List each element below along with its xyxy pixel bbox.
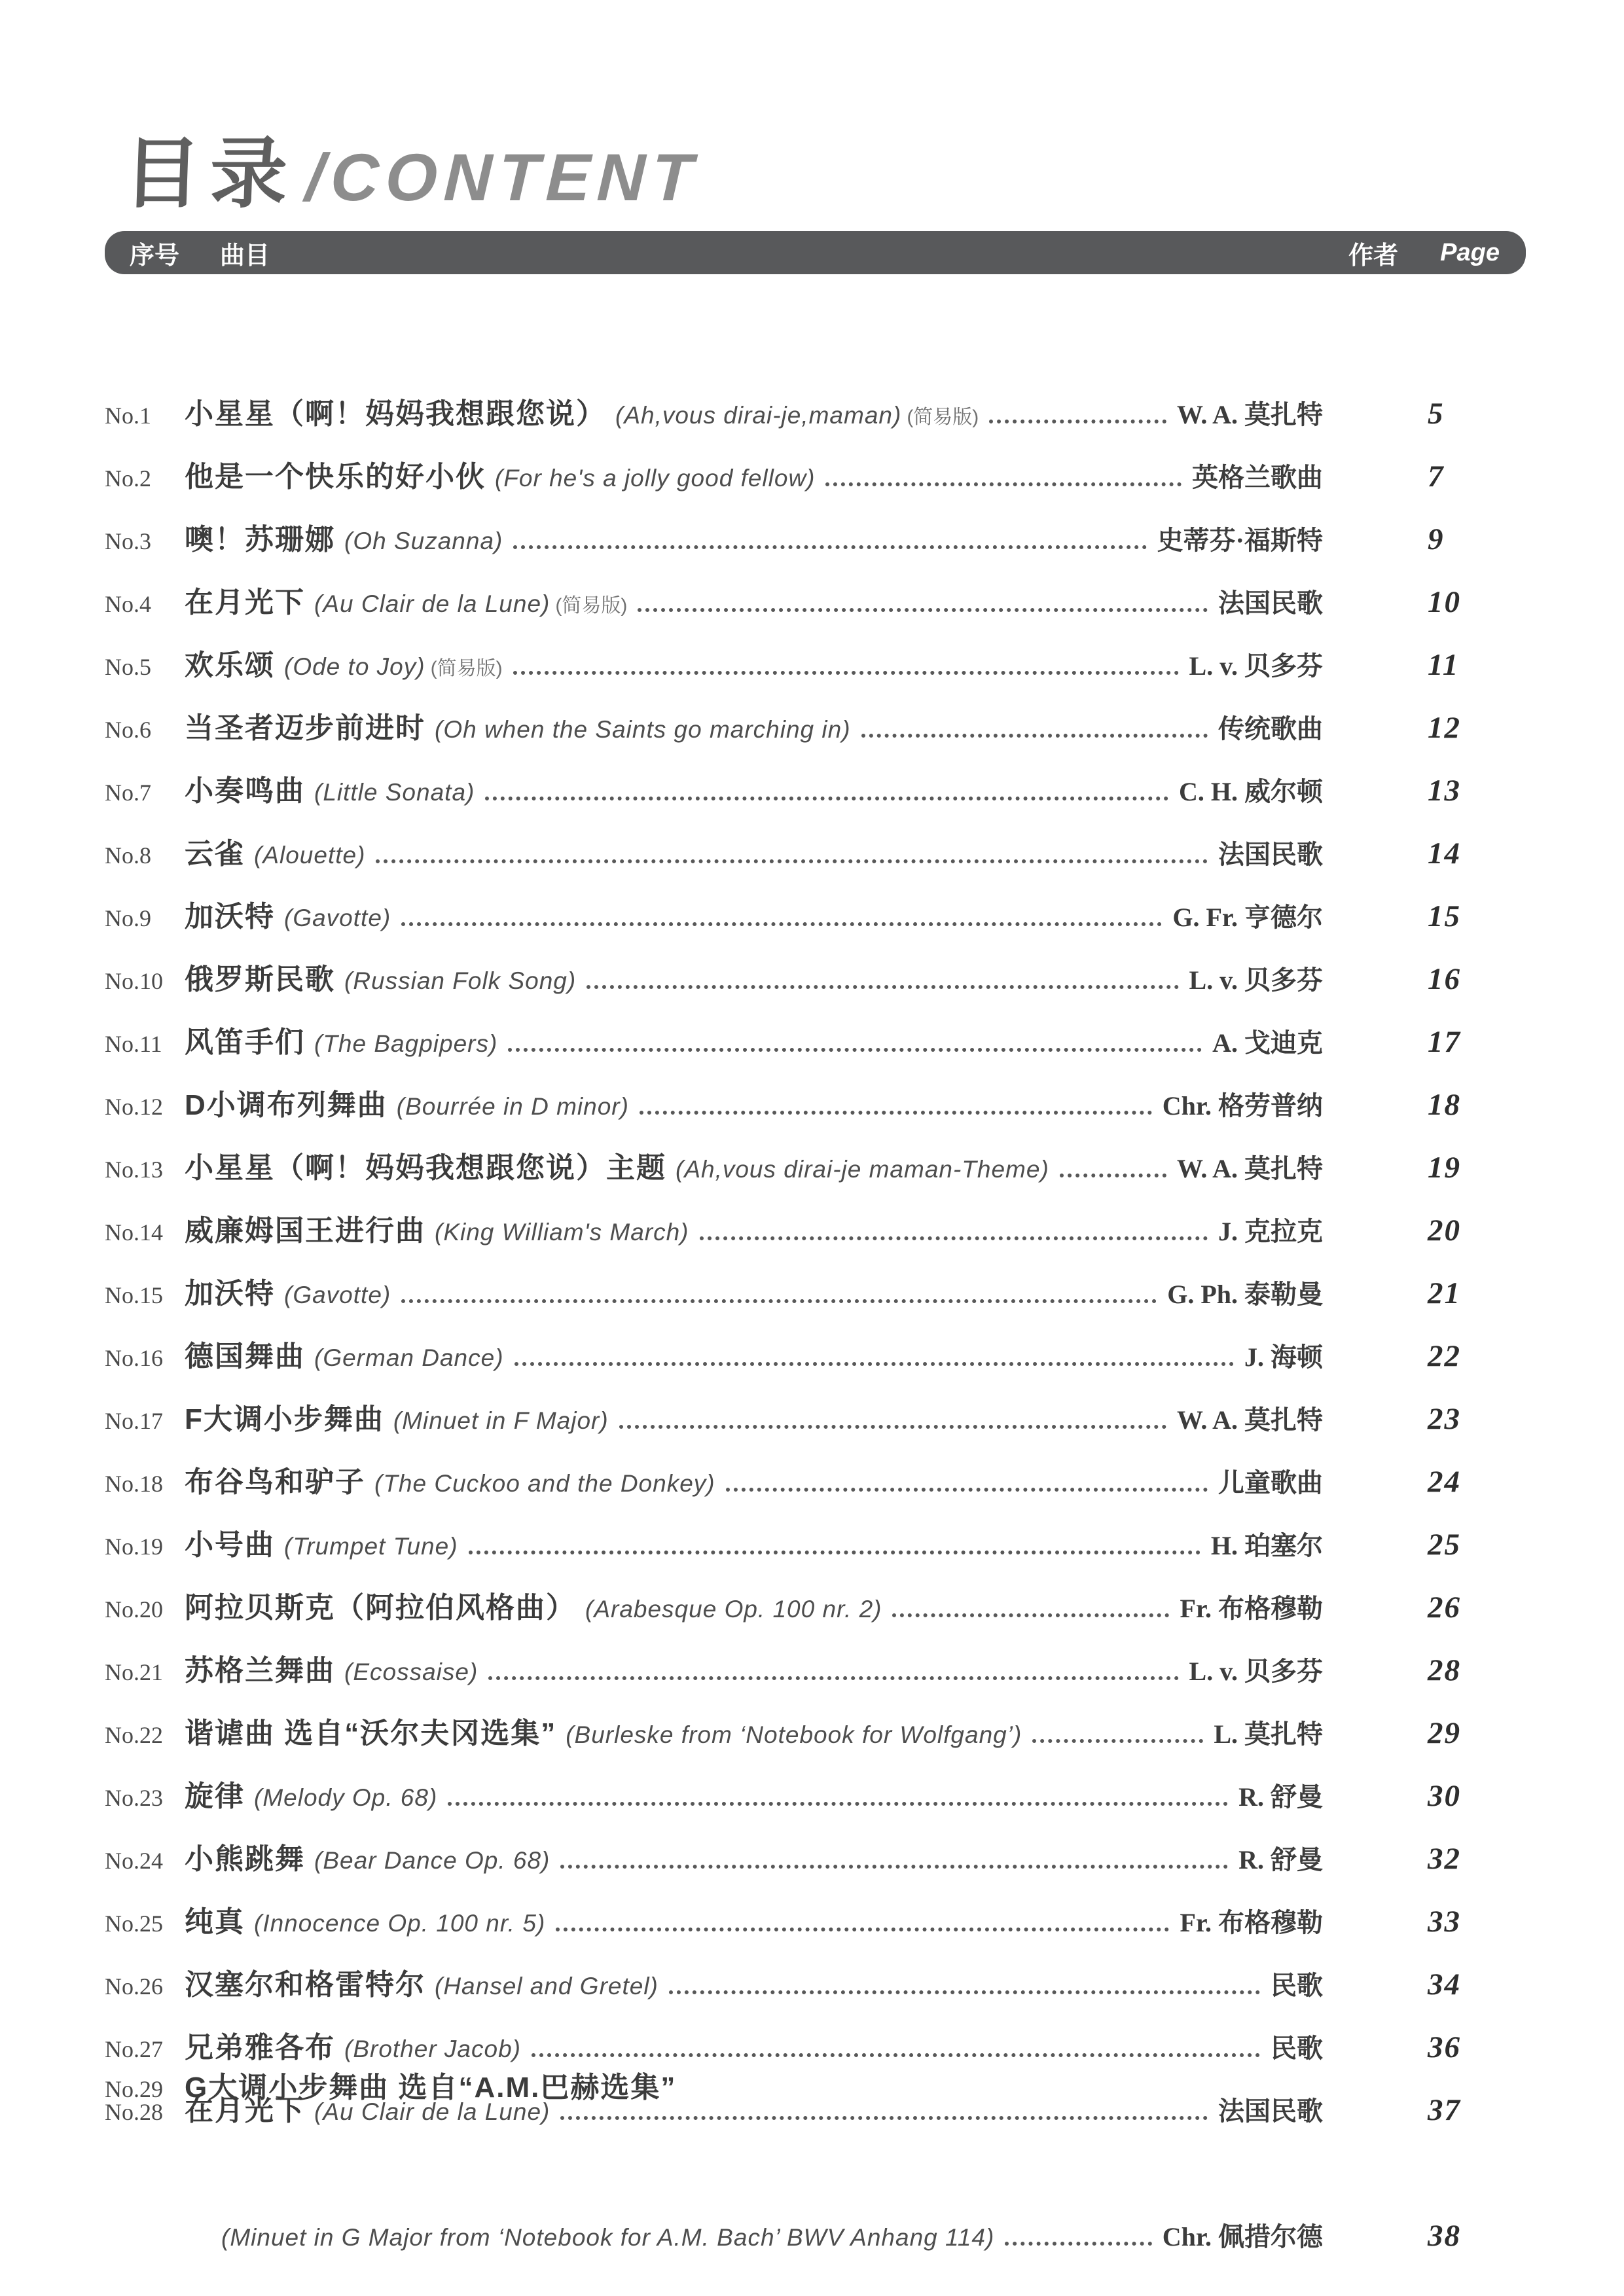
dot-leader [514, 1362, 1234, 1366]
page-number: 24 [1428, 1465, 1461, 1499]
edition-note: (简易版) [555, 595, 628, 617]
page-number: 33 [1428, 1905, 1461, 1939]
title-en: (Trumpet Tune) [284, 1533, 458, 1560]
page-title-en: /CONTENT [304, 139, 700, 215]
author: L. v. 贝多芬 [1189, 1657, 1323, 1686]
page-number: 11 [1428, 648, 1460, 682]
page-number: 37 [1428, 2093, 1461, 2127]
title-zh: 阿拉贝斯克（阿拉伯风格曲） [185, 1592, 576, 1624]
title-zh: 旋律 [185, 1780, 245, 1812]
title-en: (Ecossaise) [344, 1659, 478, 1685]
author: 儿童歌曲 [1218, 1468, 1323, 1498]
dot-leader [448, 1802, 1228, 1806]
page-number: 17 [1428, 1025, 1461, 1059]
author: G. Ph. 泰勒曼 [1167, 1280, 1323, 1309]
page-number: 18 [1428, 1088, 1461, 1122]
title-en: (Ah,vous dirai-je maman-Theme) [676, 1156, 1049, 1183]
author: Fr. 布格穆勒 [1180, 1908, 1323, 1937]
row-number: No.12 [105, 1094, 163, 1120]
title-en: (The Cuckoo and the Donkey) [374, 1470, 715, 1497]
title-en: (Little Sonata) [314, 779, 475, 806]
title-en: (Au Clair de la Lune) [314, 590, 550, 617]
title-en: (Arabesque Op. 100 nr. 2) [585, 1596, 882, 1623]
title-zh: F大调小步舞曲 [185, 1403, 384, 1435]
dot-leader [640, 1111, 1152, 1115]
row-number: No.8 [105, 842, 151, 869]
page-number: 20 [1428, 1213, 1461, 1247]
author: J. 海顿 [1244, 1342, 1323, 1372]
row-number: No.16 [105, 1345, 163, 1371]
author: R. 舒曼 [1238, 1845, 1323, 1874]
page-number: 36 [1428, 2030, 1461, 2064]
edition-note: (简易版) [907, 406, 979, 428]
dot-leader [638, 608, 1208, 612]
title-en: (Gavotte) [284, 905, 391, 931]
title-zh: 他是一个快乐的好小伙 [185, 461, 486, 493]
page-number: 34 [1428, 1967, 1461, 2001]
dot-leader [619, 1425, 1166, 1429]
row-number: No.25 [105, 1910, 163, 1937]
author: L. v. 贝多芬 [1189, 651, 1323, 681]
author: 民歌 [1271, 1971, 1323, 2000]
page-number: 9 [1428, 522, 1445, 556]
row-number: No.14 [105, 1219, 163, 1246]
dot-leader [513, 671, 1179, 675]
row-number: No.7 [105, 780, 151, 806]
dot-leader [376, 859, 1208, 863]
title-zh: 在月光下 [185, 586, 305, 619]
title-en: (Melody Op. 68) [254, 1784, 438, 1811]
page-title-zh: 目录 [122, 131, 298, 217]
title-en: (Hansel and Gretel) [435, 1973, 659, 2000]
page-number: 25 [1428, 1528, 1461, 1562]
dot-leader [556, 1928, 1169, 1931]
column-header-author: 作者 [1348, 242, 1399, 270]
author: L. 莫扎特 [1214, 1719, 1323, 1749]
row-number: No.11 [105, 1031, 162, 1057]
toc-row [105, 304, 1526, 431]
title-en: (Bourrée in D minor) [396, 1093, 629, 1120]
row-number: No.6 [105, 717, 151, 743]
row-number: No.27 [105, 2036, 163, 2062]
title-zh: 苏格兰舞曲 [185, 1655, 335, 1687]
dot-leader [532, 2053, 1260, 2057]
title-en: (Au Clair de la Lune) [314, 2098, 550, 2125]
title-en: (Oh when the Saints go marching in) [435, 716, 851, 743]
column-header-title: 曲目 [220, 242, 270, 270]
row-number: No.28 [105, 2099, 163, 2125]
row-number: No.5 [105, 654, 151, 680]
title-en: (Brother Jacob) [344, 2036, 521, 2062]
page-number: 29 [1428, 1716, 1461, 1750]
dot-leader [488, 1676, 1178, 1680]
toc-row [105, 2126, 1526, 2253]
row-number: No.4 [105, 591, 151, 617]
title-zh: 欢乐颂 [185, 649, 275, 681]
dot-leader [825, 482, 1182, 486]
column-header-no: 序号 [130, 242, 180, 270]
page-number: 32 [1428, 1842, 1461, 1876]
title-zh: 加沃特 [185, 1278, 275, 1310]
page-number: 12 [1428, 711, 1461, 745]
row-number: No.1 [105, 403, 151, 429]
row-number: No.23 [105, 1785, 163, 1811]
author: L. v. 贝多芬 [1189, 965, 1323, 995]
page-number: 13 [1428, 774, 1461, 808]
title-en: (Innocence Op. 100 nr. 5) [254, 1910, 546, 1937]
page-number: 21 [1428, 1276, 1461, 1310]
page-number: 30 [1428, 1779, 1461, 1813]
page-number: 7 [1428, 459, 1445, 493]
author: 英格兰歌曲 [1192, 463, 1323, 492]
page-number: 19 [1428, 1151, 1461, 1185]
title-zh: D小调布列舞曲 [185, 1089, 388, 1121]
title-en: (Burleske from ‘Notebook for Wolfgang’) [566, 1721, 1022, 1748]
row-number: No.3 [105, 528, 151, 554]
title-zh: 德国舞曲 [185, 1340, 305, 1372]
page-number: 16 [1428, 962, 1461, 996]
page-number: 38 [1428, 2219, 1461, 2253]
row-number: No.18 [105, 1471, 163, 1497]
title-zh: 纯真 [185, 1906, 245, 1938]
dot-leader [485, 797, 1168, 800]
row-number: No.15 [105, 1282, 163, 1308]
author: W. A. 莫扎特 [1176, 400, 1323, 429]
row-number: No.21 [105, 1659, 163, 1685]
row-number: No.2 [105, 465, 151, 492]
author: 法国民歌 [1218, 588, 1323, 618]
title-zh: 小熊跳舞 [185, 1843, 305, 1875]
toc-rows [105, 304, 1526, 2253]
title-zh: 俄罗斯民歌 [185, 963, 335, 996]
author: R. 舒曼 [1238, 1782, 1323, 1812]
title-en: (Bear Dance Op. 68) [314, 1847, 550, 1874]
page-number: 5 [1428, 397, 1445, 431]
edition-note: (简易版) [430, 658, 503, 679]
title-en: (The Bagpipers) [314, 1030, 498, 1057]
row-number: No.22 [105, 1722, 163, 1748]
author: Chr. 格劳普纳 [1162, 1091, 1323, 1121]
dot-leader [401, 922, 1162, 926]
author: J. 克拉克 [1218, 1217, 1323, 1246]
page-number: 28 [1428, 1653, 1461, 1687]
row-number: No.17 [105, 1408, 163, 1434]
title-zh: 兄弟雅各布 [185, 2032, 335, 2064]
author: 传统歌曲 [1218, 714, 1323, 744]
author: C. H. 威尔顿 [1179, 777, 1323, 806]
dot-leader [1005, 2242, 1151, 2246]
row-number: No.20 [105, 1596, 163, 1623]
author: G. Fr. 亨德尔 [1172, 903, 1323, 932]
title-zh: 小星星（啊！妈妈我想跟您说） [185, 398, 606, 430]
dot-leader [1032, 1739, 1203, 1743]
author: 法国民歌 [1218, 2096, 1323, 2126]
title-en: (Oh Suzanna) [344, 528, 503, 554]
title-zh: 布谷鸟和驴子 [185, 1466, 365, 1498]
title-zh: G大调小步舞曲 选自“A.M.巴赫选集” [185, 2072, 677, 2104]
row-number: No.24 [105, 1848, 163, 1874]
page-number: 22 [1428, 1339, 1461, 1373]
author: W. A. 莫扎特 [1176, 1405, 1323, 1435]
title-en: (Ode to Joy) [284, 653, 425, 680]
title-zh: 在月光下 [185, 2094, 305, 2126]
page-number: 14 [1428, 836, 1461, 870]
title-zh: 谐谑曲 选自“沃尔夫冈选集” [185, 1717, 557, 1749]
title-zh: 噢！苏珊娜 [185, 524, 335, 556]
page-title [122, 92, 1528, 217]
author: 法国民歌 [1218, 840, 1323, 869]
page-number: 15 [1428, 899, 1461, 933]
author: W. A. 莫扎特 [1176, 1154, 1323, 1183]
title-zh: 小星星（啊！妈妈我想跟您说）主题 [185, 1152, 666, 1184]
dot-leader [401, 1299, 1157, 1303]
row-number: No.29 [105, 2076, 163, 2102]
page-number: 26 [1428, 1590, 1461, 1624]
row-number: No.10 [105, 968, 163, 994]
column-header-page: Page [1440, 238, 1500, 266]
dot-leader [469, 1551, 1200, 1554]
row-number: No.19 [105, 1534, 163, 1560]
author: Fr. 布格穆勒 [1180, 1594, 1323, 1623]
dot-leader [726, 1488, 1208, 1492]
title-zh: 汉塞尔和格雷特尔 [185, 1969, 425, 2001]
author: Chr. 佩措尔德 [1162, 2222, 1323, 2251]
dot-leader [1060, 1174, 1166, 1177]
title-zh: 云雀 [185, 838, 245, 870]
title-zh: 小号曲 [185, 1529, 275, 1561]
title-zh: 加沃特 [185, 901, 275, 933]
title-en: (Gavotte) [284, 1282, 391, 1308]
title-zh: 威廉姆国王进行曲 [185, 1215, 425, 1247]
dot-leader [669, 1990, 1260, 1994]
title-en: (Alouette) [254, 842, 366, 869]
title-zh: 小奏鸣曲 [185, 775, 305, 807]
author: H. 珀塞尔 [1210, 1531, 1323, 1560]
dot-leader [560, 2116, 1208, 2120]
title-en: (Minuet in G Major from ‘Notebook for A.M. Bach’ BWV Anhang 114) [221, 2224, 995, 2251]
title-en: (King William's March) [435, 1219, 689, 1246]
dot-leader [586, 985, 1178, 989]
page-number: 23 [1428, 1402, 1461, 1436]
title-en: (For he's a jolly good fellow) [495, 465, 816, 492]
dot-leader [508, 1048, 1202, 1052]
dot-leader [892, 1613, 1169, 1617]
author: 史蒂芬·福斯特 [1157, 526, 1323, 555]
author: 民歌 [1271, 2034, 1323, 2063]
dot-leader [989, 420, 1166, 423]
table-header-bar [105, 231, 1526, 274]
dot-leader [700, 1236, 1208, 1240]
dot-leader [861, 734, 1208, 738]
row-number: No.9 [105, 905, 151, 931]
title-en: (Russian Folk Song) [344, 967, 577, 994]
title-en: (Ah,vous dirai-je,maman) [615, 402, 902, 429]
title-zh: 风笛手们 [185, 1026, 305, 1058]
dot-leader [560, 1865, 1228, 1869]
title-zh: 当圣者迈步前进时 [185, 712, 425, 744]
dot-leader [513, 545, 1146, 549]
page-number: 10 [1428, 585, 1461, 619]
title-en: (German Dance) [314, 1344, 504, 1371]
title-en: (Minuet in F Major) [393, 1407, 609, 1434]
row-number: No.26 [105, 1973, 163, 2000]
author: A. 戈迪克 [1212, 1028, 1323, 1058]
row-number: No.13 [105, 1157, 163, 1183]
